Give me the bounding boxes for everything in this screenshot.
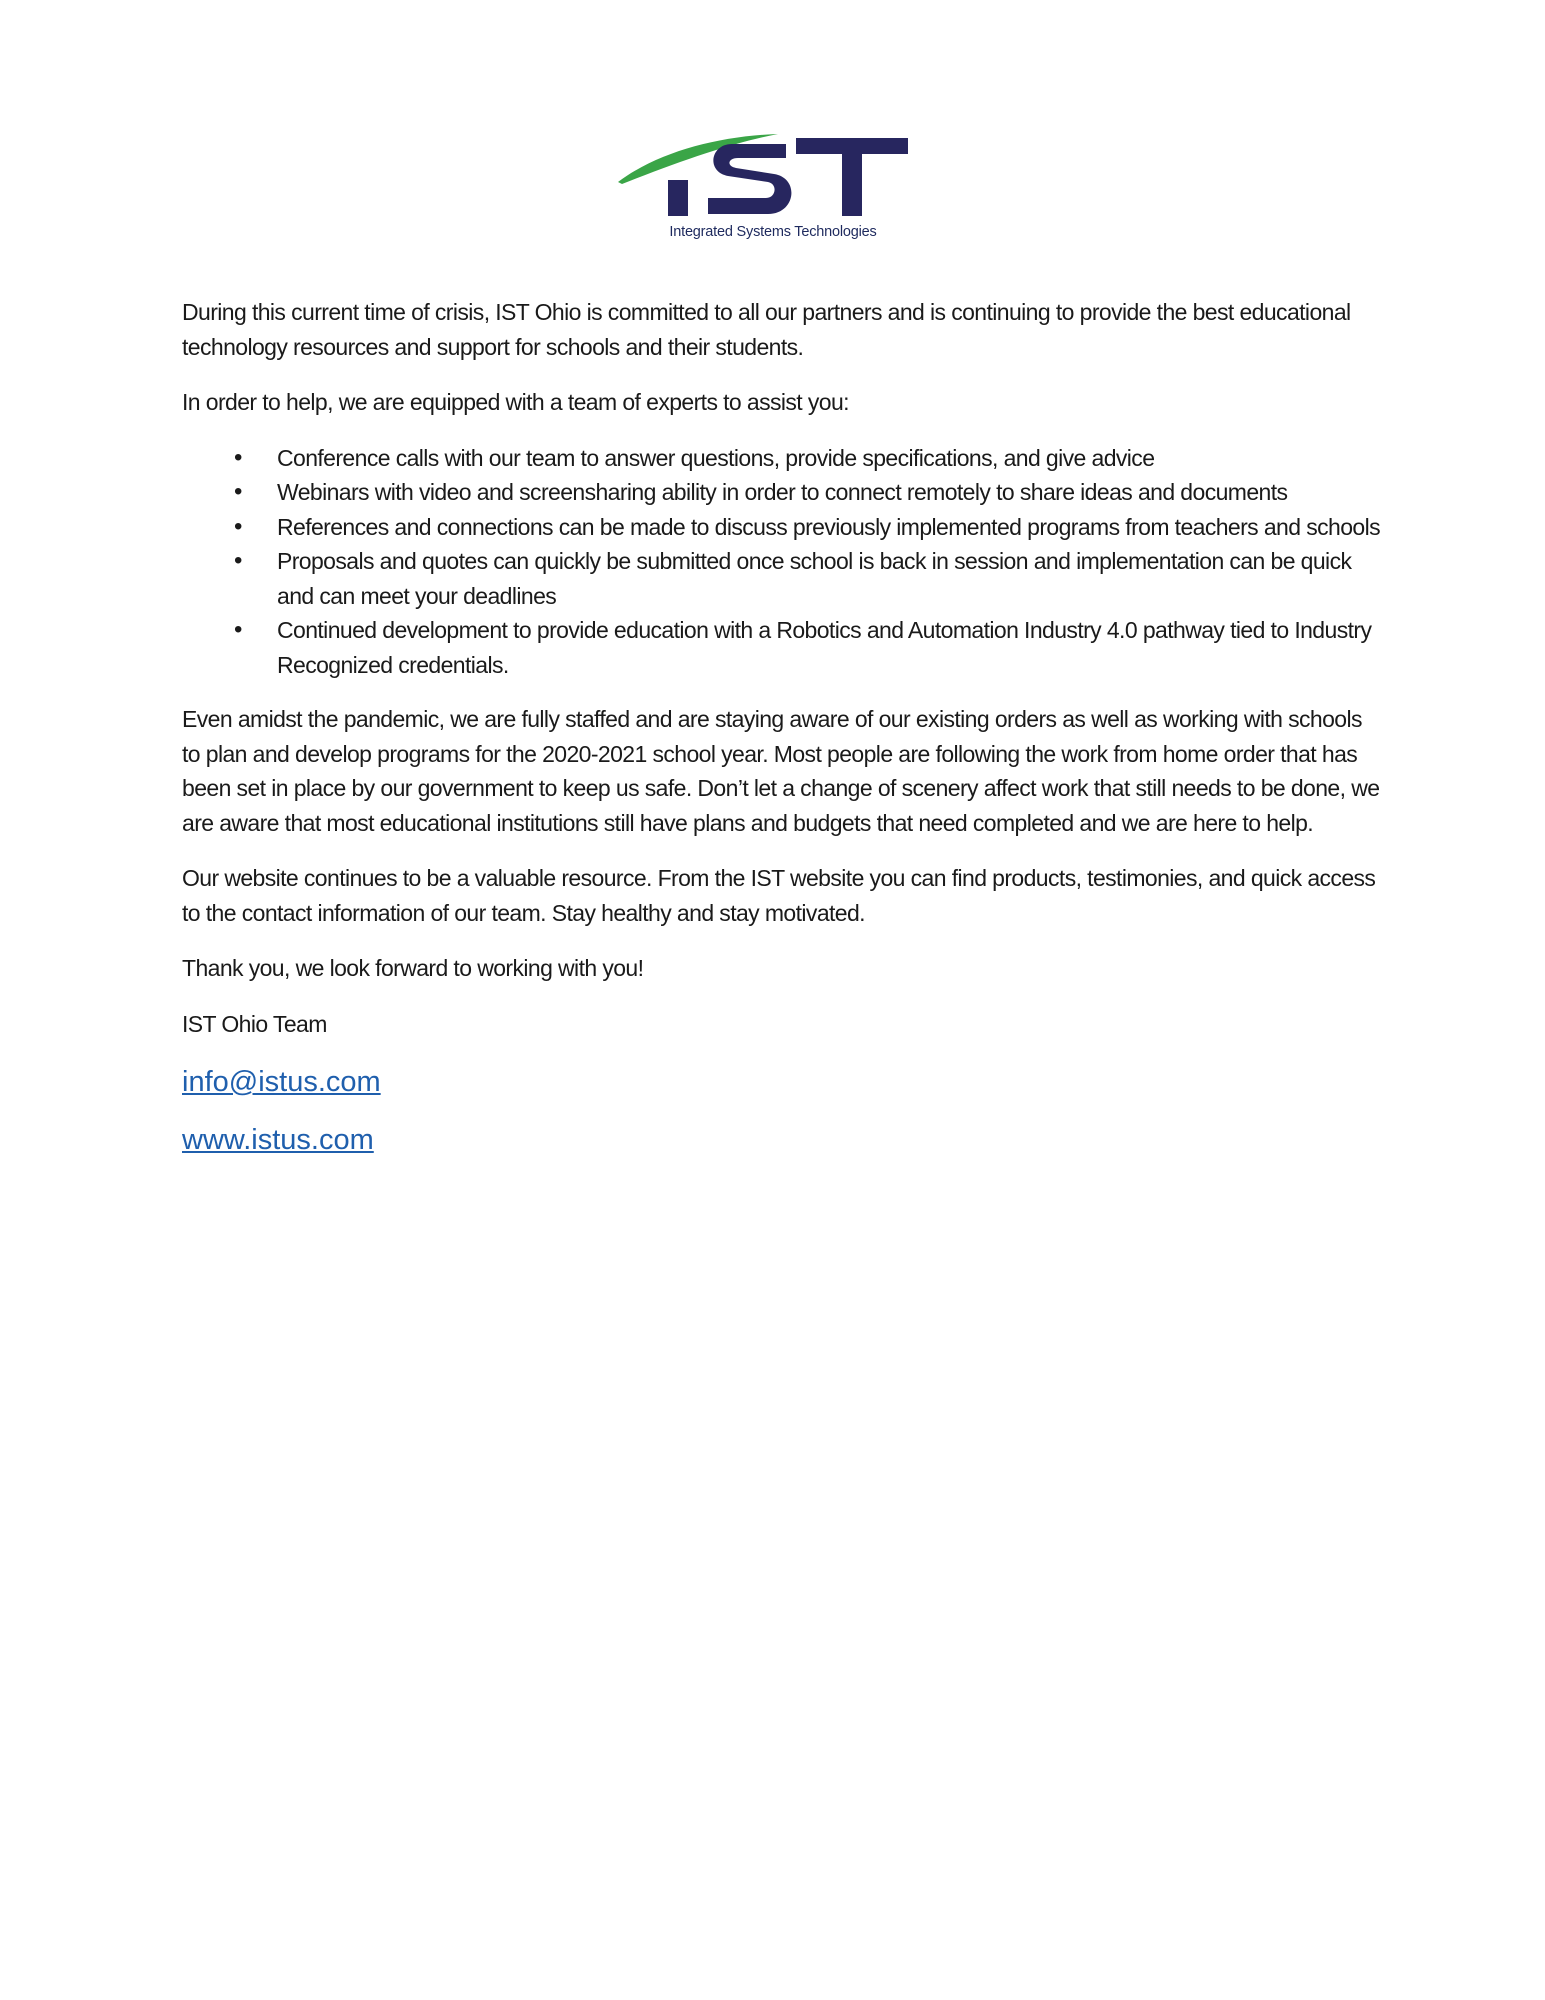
services-list bbox=[182, 441, 1382, 683]
thanks-paragraph: Thank you, we look forward to working with you! bbox=[182, 955, 644, 981]
intro-paragraph: During this current time of crisis, IST Ohio is committed to all our partners and is continuing to provide the best educational technology resources and support for schools and their students. bbox=[182, 299, 1351, 360]
logo-caption: Integrated Systems Technologies bbox=[669, 224, 877, 240]
services-list-item: • Proposals and quotes can quickly be submitted once school is back in session and implementation can be quick and can meet your deadlines bbox=[182, 544, 1382, 613]
website-link[interactable]: www.istus.com bbox=[182, 1124, 374, 1156]
services-list-item: • References and connections can be made to discuss previously implemented programs from teachers and schools bbox=[182, 510, 1382, 545]
ist-logo-mark bbox=[618, 122, 928, 222]
website-paragraph: Our website continues to be a valuable resource. From the IST website you can find products, testimonies, and quick access to the contact information of our team. Stay healthy and stay motivated. bbox=[182, 865, 1376, 926]
email-link[interactable]: info@istus.com bbox=[182, 1066, 381, 1098]
signature: IST Ohio Team bbox=[182, 1010, 327, 1037]
company-logo bbox=[618, 122, 928, 254]
letter-body bbox=[182, 295, 1382, 1178]
lead-in-paragraph: In order to help, we are equipped with a team of experts to assist you: bbox=[182, 389, 849, 415]
services-list-item: • Webinars with video and screensharing ability in order to connect remotely to share ideas and documents bbox=[182, 475, 1382, 510]
services-list-item: • Continued development to provide education with a Robotics and Automation Industry 4.0 pathway tied to Industry Recognized credentials. bbox=[182, 613, 1382, 682]
services-list-item: • Conference calls with our team to answer questions, provide specifications, and give advice bbox=[182, 441, 1382, 476]
pandemic-paragraph: Even amidst the pandemic, we are fully staffed and are staying aware of our existing orders as well as working with schools to plan and develop programs for the 2020-2021 school year. Most people are following the work from home order that has been set in place by our government to keep us safe. Don’t let a change of scenery affect work that still needs to be done, we are aware that most educational institutions still have plans and budgets that need completed and we are here to help. bbox=[182, 706, 1380, 836]
